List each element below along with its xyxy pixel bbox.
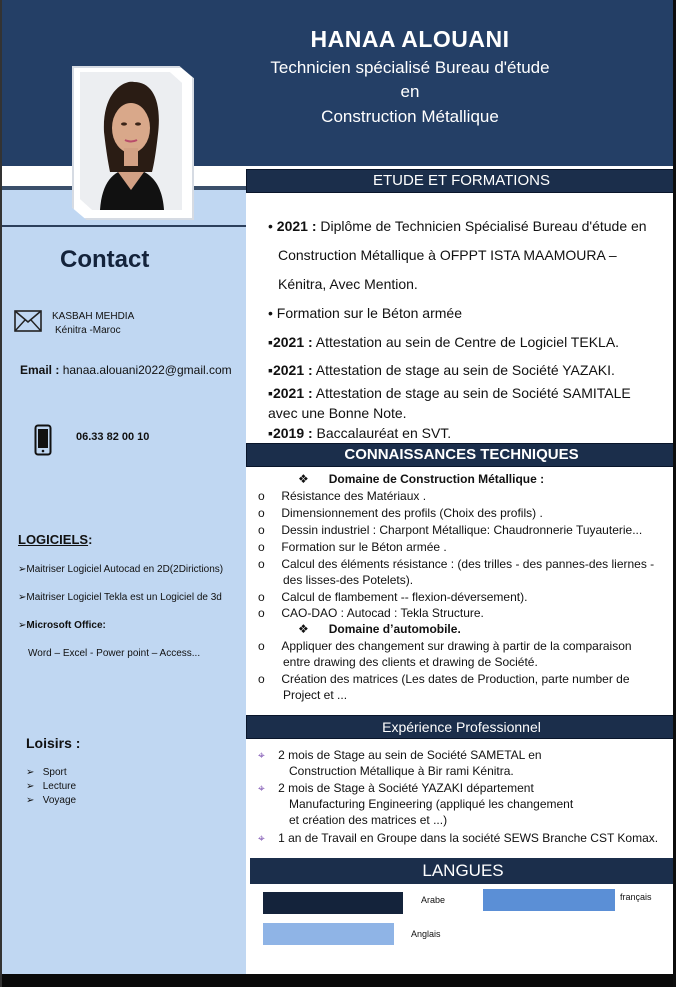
office-heading: ➢Microsoft Office: <box>18 620 106 631</box>
skill-item: o Résistance des Matériaux . <box>258 489 427 503</box>
email-row <box>20 363 232 377</box>
software-heading-colon: : <box>88 532 93 547</box>
skill-text: Formation sur le Béton armée . <box>281 540 447 554</box>
left-border <box>0 0 2 987</box>
experience-item <box>258 781 534 796</box>
experience-text: et création des matrices et ...) <box>289 813 448 827</box>
skill-item <box>283 655 538 669</box>
skill-item <box>283 688 347 702</box>
office-heading-text: Microsoft Office: <box>26 620 106 631</box>
experience-text: 1 an de Travail en Groupe dans la société SEWS Branche CST Komax. <box>278 831 659 845</box>
address-line1: KASBAH MEHDIA <box>52 311 135 322</box>
skill-text: CAO-DAO : Autocad : Tekla Structure. <box>281 606 484 620</box>
skill-text: Calcul des éléments résistance : (des trilles - des pannes-des liernes - <box>281 557 655 571</box>
skill-text: Project et ... <box>283 688 348 702</box>
skill-text: des lisses-des Potelets). <box>283 573 414 587</box>
language-label: Anglais <box>411 929 441 939</box>
portrait-icon <box>80 72 182 210</box>
hobbies-heading: Loisirs : <box>26 735 81 751</box>
office-items: Word – Excel - Power point – Access... <box>28 648 201 659</box>
education-text: avec une Bonne Note. <box>268 405 407 421</box>
skill-item: o Création des matrices (Les dates de Production, parte number de <box>258 672 630 686</box>
domain-heading-text: Domaine d’automobile. <box>328 622 461 636</box>
experience-item <box>289 764 514 778</box>
education-item <box>278 247 617 263</box>
skill-item <box>283 573 413 587</box>
hobby-item: ➢ Lecture <box>26 781 77 792</box>
experience-text: 2 mois de Stage à Société YAZAKI département <box>278 781 534 795</box>
experience-heading: Expérience Professionnel <box>247 716 676 738</box>
education-item: ▪2021 : Attestation de stage au sein de Société SAMITALE <box>268 385 631 401</box>
address-line2: Kénitra -Maroc <box>55 325 121 336</box>
phone-icon <box>34 424 52 456</box>
email-value[interactable]: hanaa.alouani2022@gmail.com <box>62 363 232 377</box>
bullet-icon: ⌖ <box>258 781 265 795</box>
education-text: Baccalauréat en SVT. <box>312 425 452 441</box>
experience-text: Construction Métallique à Bir rami Kénitra. <box>289 764 514 778</box>
domain-heading-text: Domaine de Construction Métallique : <box>328 472 545 486</box>
education-year: 2021 : <box>272 362 313 378</box>
skill-text: entre drawing des clients et drawing de Société. <box>283 655 538 669</box>
bullet-icon: ⌖ <box>258 831 265 845</box>
software-heading <box>18 532 92 547</box>
skill-text: Calcul de flambement -- flexion-déversement). <box>281 590 528 604</box>
skill-text: Appliquer des changement sur drawing à partir de la comparaison <box>281 639 632 653</box>
education-item: ▪2021 : Attestation de stage au sein de Société YAZAKI. <box>268 362 615 378</box>
experience-item <box>258 748 542 763</box>
education-item: ▪2021 : Attestation au sein de Centre de Logiciel TEKLA. <box>268 334 620 350</box>
software-item-text: Maitriser Logiciel Tekla est un Logiciel de 3d <box>26 592 222 603</box>
email-label: Email : <box>20 363 60 377</box>
software-item: ➢Maitriser Logiciel Autocad en 2D(2Dirictions) <box>18 564 224 575</box>
language-label: français <box>620 892 652 902</box>
sidebar <box>0 186 246 974</box>
hobby-item: ➢ Sport <box>26 767 67 778</box>
education-text: Attestation au sein de Centre de Logiciel TEKLA. <box>312 334 620 350</box>
skill-item: o Dessin industriel : Charpont Métallique: Chaudronnerie Tuyauterie... <box>258 523 643 537</box>
profile-photo <box>80 72 182 210</box>
education-item: • Formation sur le Béton armée <box>268 305 462 321</box>
education-year: 2021 : <box>276 218 317 234</box>
education-item <box>268 405 407 421</box>
candidate-name: HANAA ALOUANI <box>310 26 510 52</box>
education-item: • 2021 : Diplôme de Technicien Spécialisé Bureau d'étude en <box>268 218 647 234</box>
language-label: Arabe <box>421 895 446 905</box>
software-heading-text: LOGICIELS <box>18 532 89 547</box>
technical-heading: CONNAISSANCES TECHNIQUES <box>247 444 676 466</box>
education-text: Construction Métallique à OFPPT ISTA MAAMOURA – <box>278 247 617 263</box>
job-title-line2: en <box>400 82 420 101</box>
education-text: Formation sur le Béton armée <box>276 305 462 321</box>
hobby-text: Voyage <box>42 795 77 806</box>
skill-item: o Calcul de flambement -- flexion-déversement). <box>258 590 528 604</box>
education-text: Diplôme de Technicien Spécialisé Bureau d'étude en <box>316 218 647 234</box>
bottom-border <box>0 974 676 987</box>
education-text: Attestation de stage au sein de Société SAMITALE <box>312 385 631 401</box>
contact-heading: Contact <box>60 246 150 273</box>
skill-item: o Dimensionnement des profils (Choix des profils) . <box>258 506 543 520</box>
education-year: 2019 : <box>272 425 313 441</box>
experience-text: Manufacturing Engineering (appliqué les changement <box>289 797 574 811</box>
education-text: Attestation de stage au sein de Société YAZAKI. <box>312 362 615 378</box>
education-heading: ETUDE ET FORMATIONS <box>247 170 676 192</box>
hobby-item: ➢ Voyage <box>26 795 77 806</box>
job-title-line1: Technicien spécialisé Bureau d'étude <box>270 58 550 77</box>
phone-number[interactable]: 06.33 82 00 10 <box>76 431 150 443</box>
language-bar-arabe <box>263 892 403 914</box>
languages-heading: LANGUES <box>250 858 676 884</box>
experience-item <box>289 813 447 827</box>
experience-text: 2 mois de Stage au sein de Société SAMETAL en <box>278 748 542 762</box>
bullet-icon: ⌖ <box>258 748 265 762</box>
education-year: 2021 : <box>272 385 313 401</box>
software-item: ➢Maitriser Logiciel Tekla est un Logiciel de 3d <box>18 592 222 603</box>
education-item <box>278 276 418 292</box>
job-title-line3: Construction Métallique <box>321 107 499 126</box>
skill-text: Création des matrices (Les dates de Production, parte number de <box>281 672 630 686</box>
language-bar-francais <box>483 889 615 911</box>
education-item: ▪2019 : Baccalauréat en SVT. <box>268 425 452 441</box>
hobby-text: Sport <box>42 767 67 778</box>
skill-text: Dimensionnement des profils (Choix des profils) . <box>281 506 543 520</box>
education-year: 2021 : <box>272 334 313 350</box>
skill-item: o Calcul des éléments résistance : (des trilles - des pannes-des liernes - <box>258 557 655 571</box>
domain-heading: ❖ Domaine d’automobile. <box>298 622 461 636</box>
experience-item <box>289 797 573 811</box>
education-text: Kénitra, Avec Mention. <box>278 276 418 292</box>
envelope-icon <box>14 310 42 332</box>
skill-text: Dessin industriel : Charpont Métallique: Chaudronnerie Tuyauterie... <box>281 523 643 537</box>
software-item-text: Maitriser Logiciel Autocad en 2D(2Dirictions) <box>26 564 224 575</box>
skill-text: Résistance des Matériaux . <box>281 489 427 503</box>
skill-item: o Formation sur le Béton armée . <box>258 540 447 554</box>
skill-item: o Appliquer des changement sur drawing à partir de la comparaison <box>258 639 632 653</box>
skill-item: o CAO-DAO : Autocad : Tekla Structure. <box>258 606 484 620</box>
domain-heading: ❖ Domaine de Construction Métallique : <box>298 472 545 486</box>
sidebar-divider <box>0 225 246 227</box>
language-bar-anglais <box>263 923 394 945</box>
hobby-text: Lecture <box>42 781 77 792</box>
experience-item <box>258 831 658 846</box>
